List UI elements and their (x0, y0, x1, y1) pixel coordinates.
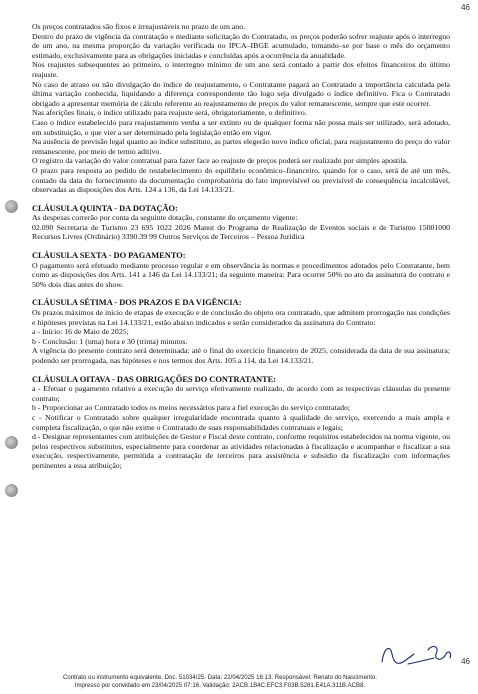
paragraph: A vigência do presente contrato será determinada: até o final do exercício financeiro de 2025, considerada da data de sua assinatura; podendo ser prorrogada, nas hipóteses e nos termos dos Arts. 105 a 114, da Lei 14.133/21. (32, 346, 450, 365)
paragraph: c - Notificar o Contratado sobre qualquer irregularidade encontrada quanto à qualidade do serviço, exercendo a mais ampla e completa fiscalização, o que não exime o Contratado de suas responsabilidades contratuais e legais; (32, 412, 450, 432)
page-number-top: 46 (461, 3, 470, 12)
paragraph: O pagamento será efetuado mediante processo regular e em observância às normas e procedimentos adotados pelo Contratante, bem como as disposições dos Arts. 141 a 146 da Lei 14.133/21; da seguinte maneira: Para ocorrer 50% no ato da assinatura do contrato e 50% dois dias antes do show. (32, 260, 450, 289)
paragraph: d - Designar representantes com atribuições de Gestor e Fiscal deste contrato, conforme requisitos estabelecidos na norma vigente, ou pelos respectivos substitutos, especialmente para coordenar as atividades relacionadas à fiscalização e acompanhar e fiscalizar a sua execução, respectivamente, permitida a contratação de terceiros para assistência e subsídio da fiscalização com informações pertinentes a essa atribuição; (32, 432, 450, 470)
paragraph: O prazo para resposta ao pedido de restabelecimento do equilíbrio econômico–financeiro, quando for o caso, será de até um mês, contado da data do fornecimento da documentação comprobatória do fato imprevisível ou previsível de consequência incalculável, observadas as disposições dos Arts. 124 a 136, da Lei 14.133/21. (32, 165, 450, 195)
paragraph: Os preços contratados são fixos e irreajustáveis no prazo de um ano. (32, 22, 246, 31)
paragraph: Nas aferições finais, o índice utilizado para reajuste será, obrigatoriamente, o definitivo. (32, 108, 307, 118)
paragraph: As despesas correrão por conta da seguinte dotação, constante do orçamento vigente: (32, 213, 298, 223)
paragraph: Os prazos máximos de início de etapas de execução e de conclusão do objeto ora contratado, que admitem prorrogação nas condições e hipóteses previstas na Lei 14.133/21, estão abaixo indicados e serão considerados da assinatura do Contrato: (32, 308, 450, 327)
paragraph: Dentro do prazo de vigência da contratação e mediante solicitação do Contratado, os preços poderão sofrer reajuste após o interregno de um ano, na mesma proporção da variação verificada no IPCA–IBGE acumulado, tomando–se por base o mês do orçamento estimado, exclusivamente para as obrigações iniciadas e concluídas após a ocorrência da anualidade. (32, 31, 450, 60)
paragraph: b - Conclusão: 1 (uma) hora e 30 (trinta) minutos. (32, 336, 188, 346)
paragraph: Nos reajustes subsequentes ao primeiro, o interregno mínimo de um ano será contado a partir dos efeitos financeiros do último reajuste. (32, 60, 450, 79)
paragraph: 02.090 Secretaria de Turismo 23 695 1022 2026 Manut do Programa de Realização de Eventos sociais e de Turismo 15001000 Recursos Livres (Ordinário) 3390.39 99 Outros Serviços de Terceiros – Pessoa Jurídica (32, 222, 450, 242)
paragraph: No caso de atraso ou não divulgação do índice de reajustamento, o Contratante pagará ao Contratado a importância calculada pela última variação conhecida, liquidando a diferença correspondente tão logo seja divulgado o índice definitivo. Fica o Contratado obrigado a apresentar memória de cálculo referente ao reajustamento de preços do valor remanescente, sempre que este ocorrer. (32, 79, 450, 108)
footer-validation-line: Impresso por convidado em 23/04/2025 07:16. Validação: 2ACB.1B4C.EFC3.F03B.5281.E41A.311B.ACB8. (74, 681, 366, 689)
validation-footer (20, 674, 420, 689)
page-number-bottom: 46 (461, 657, 470, 666)
paragraph: a - Início: 16 de Maio de 2025; (32, 327, 129, 337)
binder-hole-punch (5, 436, 18, 449)
paragraph: b - Proporcionar ao Contratado todos os meios necessários para a fiel execução do serviço contratado; (32, 403, 351, 413)
clausula-sexta-heading: CLÁUSULA SEXTA - DO PAGAMENTO: (32, 251, 186, 261)
clausula-setima-heading: CLÁUSULA SÉTIMA - DOS PRAZOS E DA VIGÊNCIA: (32, 298, 242, 308)
paragraph: Caso o índice estabelecido para reajustamento venha a ser extinto ou de qualquer forma não possa mais ser utilizado, será adotado, em substituição, o que vier a ser determinado pela legislação então em vigor. (32, 117, 450, 137)
clausula-quinta-heading: CLÁUSULA QUINTA - DA DOTAÇÃO: (32, 203, 178, 213)
handwritten-signature (378, 640, 458, 670)
binder-hole-punch (5, 484, 18, 497)
binder-hole-punch (5, 200, 18, 213)
clausula-oitava-heading: CLÁUSULA OITAVA - DAS OBRIGAÇÕES DO CONTRATANTE: (32, 374, 276, 384)
section-reajuste (32, 22, 450, 195)
footer-document-line: Contrato ou instrumento equivalente. Doc. 51034/25. Data: 22/04/2025 16:13. Responsável: Renato do Nascimento. (62, 674, 378, 682)
paragraph: a - Efetuar o pagamento relativo a execução do serviço efetivamente realizado, de acordo com as respectivas cláusulas do presente contrato; (32, 384, 450, 403)
paragraph: Na ausência de previsão legal quanto ao índice substituto, as partes elegerão novo índice oficial, para reajustamento do preço do valor remanescente, por meio de termo aditivo. (32, 137, 450, 156)
document-body (32, 22, 450, 471)
paragraph: O registro da variação do valor contratual para fazer face ao reajuste de preços poderá ser realizado por simples apostila. (32, 156, 408, 166)
